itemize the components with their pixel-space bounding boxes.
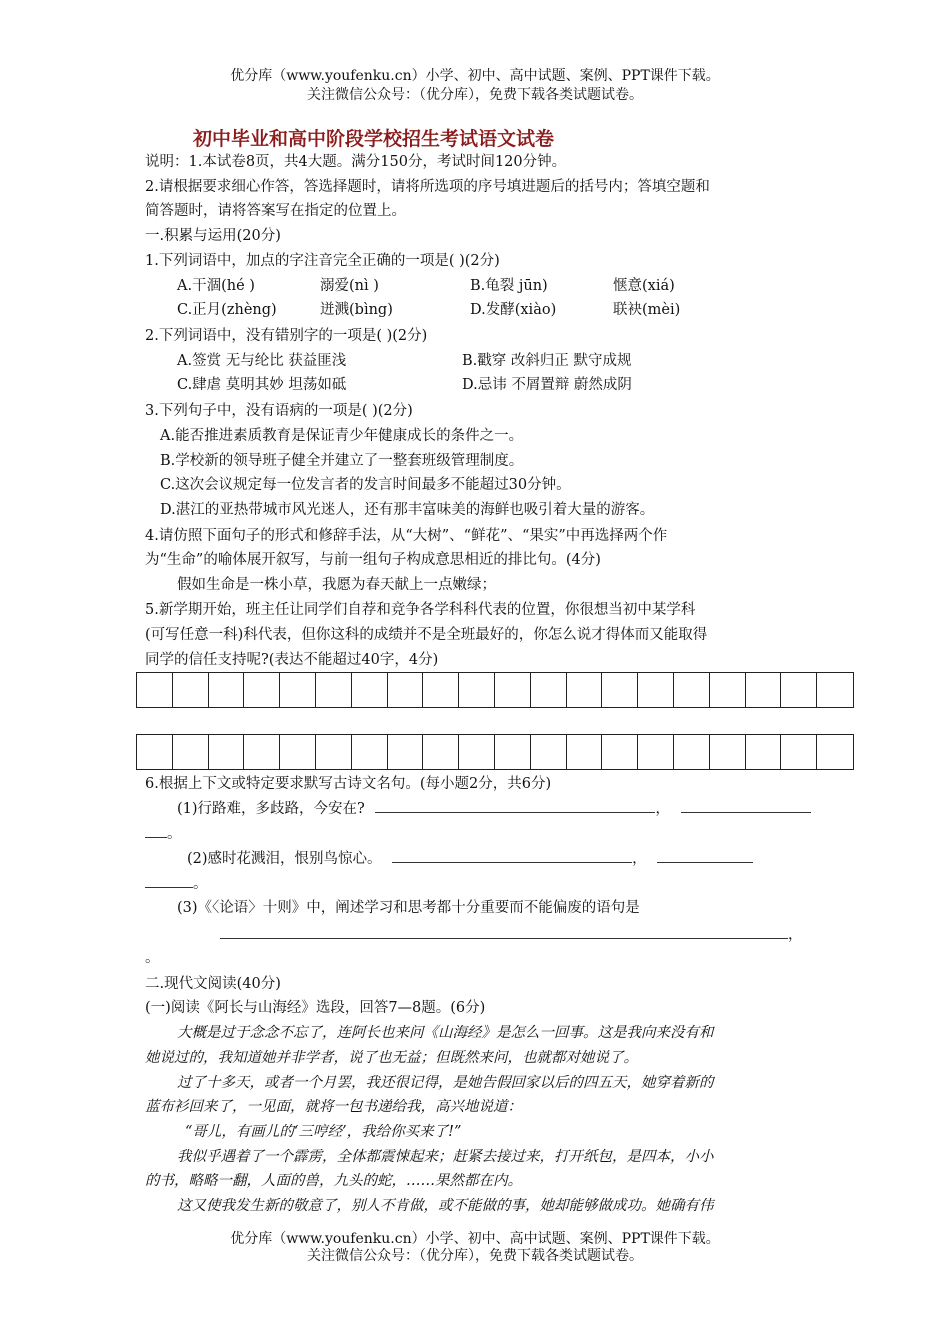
q6-blank-3[interactable] (220, 924, 788, 939)
q6-part-1 (177, 798, 811, 819)
reading-p2a: 过了十多天，或者一个月罢，我还很记得，是她告假回家以后的四五天，她穿着新的 (177, 1075, 714, 1091)
q1-option-a2: 溺爱(nì ) (320, 278, 379, 294)
q4-line-1: 4.请仿照下面句子的形式和修辞手法，从“大树”、“鲜花”、“果实”中再选择两个作 (145, 528, 668, 544)
q6-period-1: 。 (167, 826, 182, 842)
q5-line-1: 5.新学期开始，班主任让同学们自荐和竞争各学科科代表的位置，你很想当初中某学科 (145, 602, 696, 618)
q2-option-c: C.肆虐 莫明其妙 坦荡如砥 (177, 377, 347, 393)
q6-part-3: (3)《〈论语〉十则》中，阐述学习和思考都十分重要而不能偏废的语句是 (177, 900, 640, 916)
note-2b: 简答题时，请将答案写在指定的位置上。 (145, 203, 406, 219)
q6-part-3-answer (220, 924, 803, 945)
page-title: 初中毕业和高中阶段学校招生考试语文试卷 (193, 128, 555, 150)
footer-line-2: 关注微信公众号：（优分库），免费下载各类试题试卷。 (307, 1248, 643, 1264)
q4-line-2: 为“生命”的喻体展开叙写，与前一组句子构成意思相近的排比句。(4分) (145, 552, 601, 568)
reading-p4b: 的书，略略一翻，人面的兽，九头的蛇，……果然都在内。 (145, 1173, 522, 1189)
answer-grid-row-2[interactable] (136, 734, 854, 770)
section-2-heading: 二.现代文阅读(40分) (145, 976, 281, 992)
q6-period-2: 。 (193, 876, 208, 892)
q1-option-c1: C.正月(zhèng) (177, 302, 277, 318)
footer-line-1: 优分库（www.youfenku.cn）小学、初中、高中试题、案例、PPT课件下载。 (230, 1231, 720, 1247)
q6-part-2 (187, 848, 753, 869)
q2-option-b: B.戳穿 改斜归正 默守成规 (462, 353, 632, 369)
answer-grid-row-1[interactable] (136, 672, 854, 708)
q6-blank-2b[interactable] (657, 848, 753, 863)
q3-stem: 3.下列句子中，没有语病的一项是( )(2分) (145, 403, 413, 419)
q3-option-c: C.这次会议规定每一位发言者的发言时间最多不能超过30分钟。 (160, 477, 571, 493)
q2-stem: 2.下列词语中，没有错别字的一项是( )(2分) (145, 328, 428, 344)
reading-p2b: 蓝布衫回来了，一见面，就将一包书递给我，高兴地说道： (145, 1099, 522, 1115)
q6-blank-1b[interactable] (681, 798, 811, 813)
q6-comma-1: ， (655, 801, 670, 817)
q5-line-3: 同学的信任支持呢?(表达不能超过40字，4分) (145, 652, 439, 668)
reading-p1a: 大概是过于念念不忘了，连阿长也来问《山海经》是怎么一回事。这是我向来没有和 (177, 1025, 714, 1041)
q4-example: 假如生命是一株小草，我愿为春天献上一点嫩绿； (177, 577, 496, 593)
q6-blank-1c[interactable] (145, 823, 167, 838)
q3-option-a: A.能否推进素质教育是保证青少年健康成长的条件之一。 (160, 428, 524, 444)
q1-option-c2: 迸溅(bìng) (320, 302, 393, 318)
q1-option-d2: 联袂(mèi) (613, 302, 681, 318)
q6-comma-2: ， (632, 851, 647, 867)
q2-option-a: A.签赏 无与纶比 获益匪浅 (177, 353, 347, 369)
q6-part-2-cont (145, 873, 208, 894)
section-1-heading: 一.积累与运用(20分) (145, 228, 281, 244)
q6-part-1-cont (145, 823, 182, 844)
reading-p5a: 这又使我发生新的敬意了，别人不肯做，或不能做的事，她却能够做成功。她确有伟 (177, 1198, 714, 1214)
reading-intro: (一)阅读《阿长与山海经》选段，回答7—8题。(6分) (145, 1000, 486, 1016)
q5-line-2: (可写任意一科)科代表，但你这科的成绩并不是全班最好的，你怎么说才得体而又能取得 (145, 627, 708, 643)
q6-part-2-text: (2)感时花溅泪，恨别鸟惊心。 (187, 851, 382, 867)
q1-option-d1: D.发酵(xiào) (470, 302, 557, 318)
q1-option-b1: B.龟裂 jūn) (470, 278, 548, 294)
reading-p3: “哥儿，有画儿的‘三哼经’，我给你买来了!” (185, 1124, 462, 1140)
header-line-1: 优分库（www.youfenku.cn）小学、初中、高中试题、案例、PPT课件下载。 (230, 68, 720, 84)
q1-stem: 1.下列词语中，加点的字注音完全正确的一项是( )(2分) (145, 253, 500, 269)
note-2a: 2.请根据要求细心作答，答选择题时，请将所选项的序号填进题后的括号内；答填空题和 (145, 179, 710, 195)
q2-option-d: D.忌讳 不屑置辩 蔚然成阴 (462, 377, 632, 393)
header-line-2: 关注微信公众号：（优分库），免费下载各类试题试卷。 (307, 87, 643, 103)
q6-blank-2c[interactable] (145, 873, 193, 888)
note-1: 说明：1.本试卷8页，共4大题。满分150分，考试时间120分钟。 (145, 154, 567, 170)
q6-part-3-end: 。 (145, 950, 160, 966)
reading-p1b: 她说过的，我知道她并非学者，说了也无益；但既然来问，也就都对她说了。 (145, 1050, 638, 1066)
q6-stem: 6.根据上下文或特定要求默写古诗文名句。(每小题2分，共6分) (145, 776, 552, 792)
q6-blank-1a[interactable] (375, 798, 655, 813)
q6-blank-2a[interactable] (392, 848, 632, 863)
reading-p4a: 我似乎遇着了一个霹雳，全体都震悚起来；赶紧去接过来，打开纸包，是四本，小小 (177, 1149, 714, 1165)
q3-option-d: D.湛江的亚热带城市风光迷人，还有那丰富味美的海鲜也吸引着大量的游客。 (160, 502, 655, 518)
q1-option-a1: A.干涸(hé ) (177, 278, 255, 294)
q3-option-b: B.学校新的领导班子健全并建立了一整套班级管理制度。 (160, 453, 524, 469)
q6-comma-3: ， (788, 927, 803, 943)
q1-option-b2: 惬意(xiá) (613, 278, 675, 294)
q6-part-1-text: (1)行路难，多歧路，今安在? (177, 801, 365, 817)
